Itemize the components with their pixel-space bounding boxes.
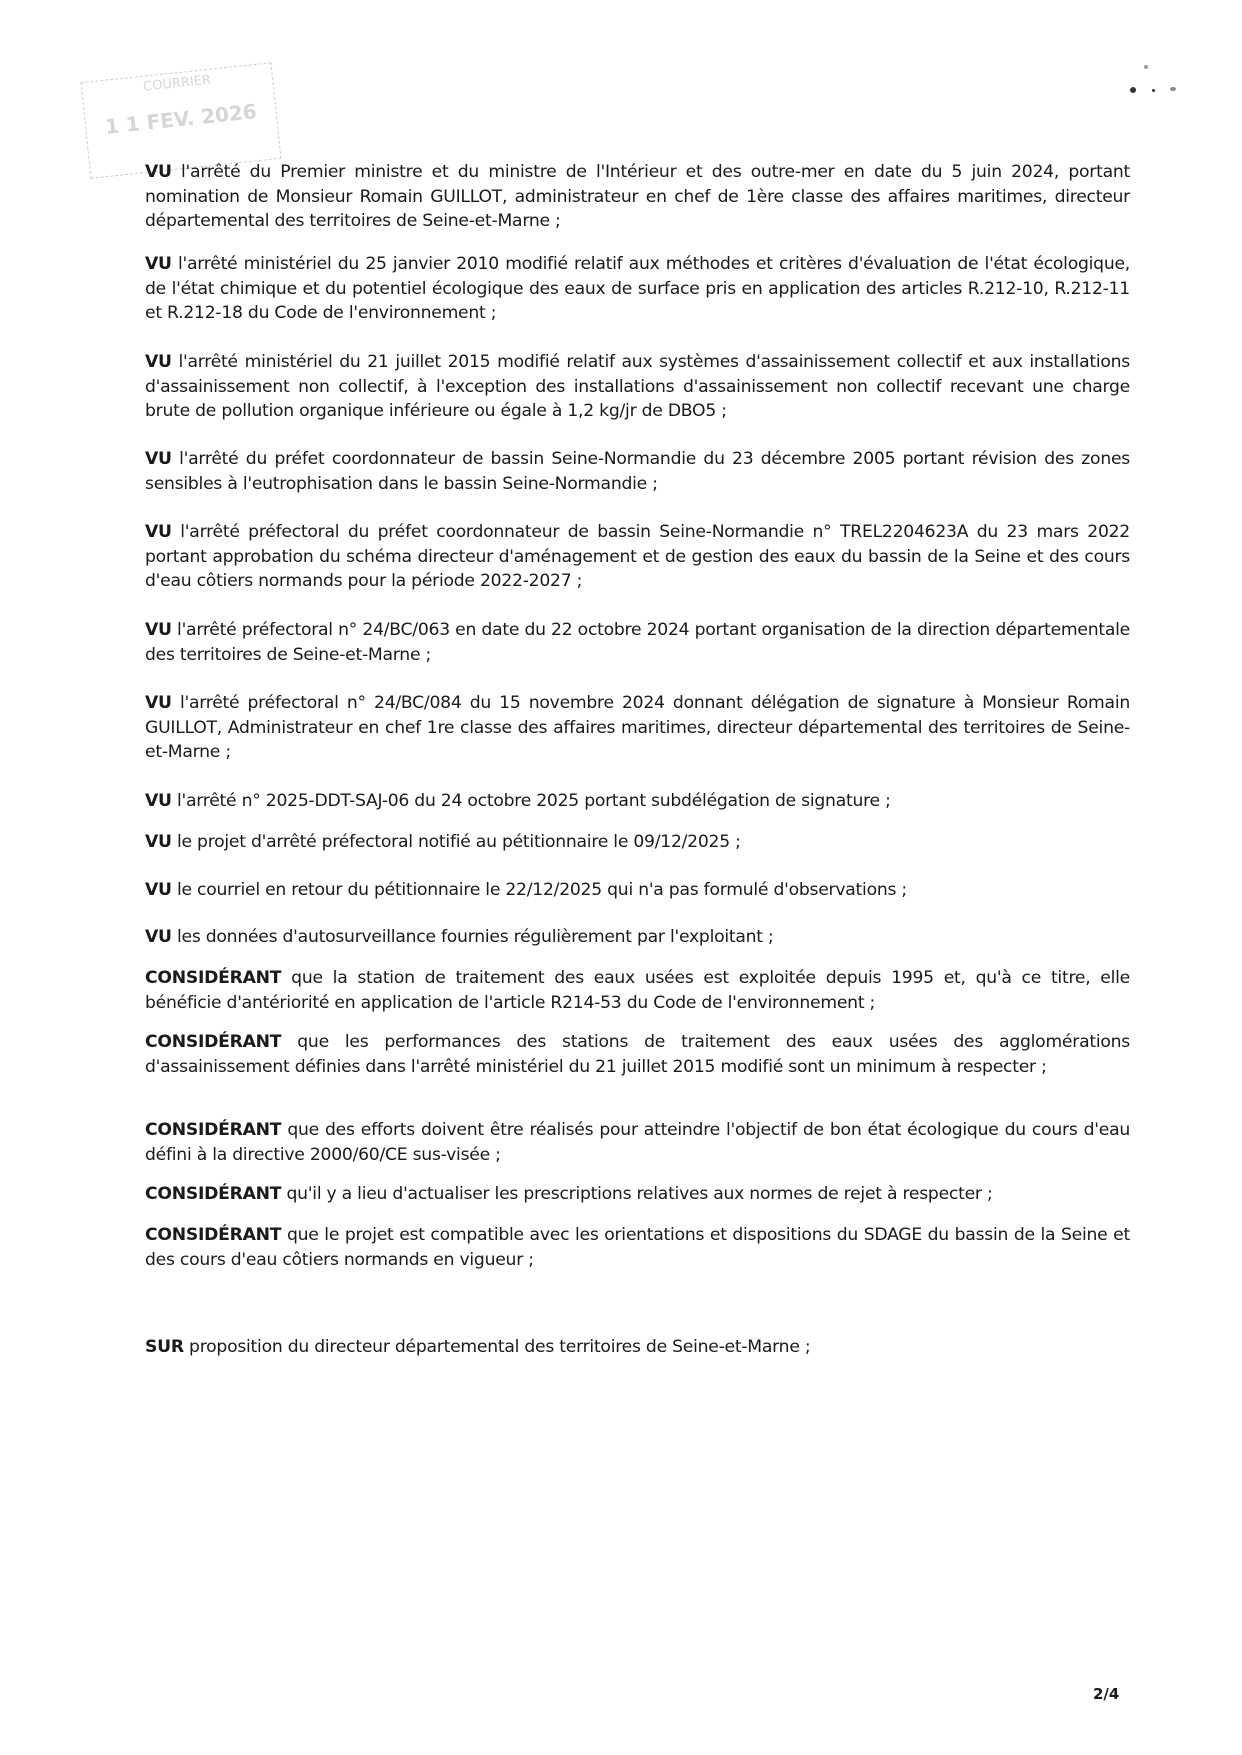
vu-paragraph: [145, 160, 1130, 234]
vu-paragraph: [145, 789, 1130, 814]
paragraph-text: le projet d'arrêté préfectoral notifié au pétitionnaire le 09/12/2025 ;: [171, 832, 741, 852]
paragraph-keyword: VU: [145, 449, 172, 469]
paragraph-text: l'arrêté préfectoral du préfet coordonnateur de bassin Seine-Normandie n° TREL2204623A du 23 mars 2022 portant approbation du schéma directeur d'aménagement et de gestion des eaux du bassin de la Seine et des cours d'eau côtiers normands pour la période 2022-2027 ;: [145, 522, 1130, 591]
considerant-paragraph: [145, 1223, 1130, 1272]
paragraph-keyword: VU: [145, 880, 172, 900]
scan-specks: [1130, 65, 1210, 105]
paragraph-keyword: VU: [145, 927, 172, 947]
considerant-paragraph: [145, 1030, 1130, 1079]
paragraph-text: les données d'autosurveillance fournies régulièrement par l'exploitant ;: [171, 927, 774, 947]
paragraph-text: l'arrêté n° 2025-DDT-SAJ-06 du 24 octobre 2025 portant subdélégation de signature ;: [171, 791, 891, 811]
paragraph-keyword: CONSIDÉRANT: [145, 968, 282, 988]
vu-paragraph: [145, 350, 1130, 424]
paragraph-keyword: CONSIDÉRANT: [145, 1032, 282, 1052]
paragraph-text: que la station de traitement des eaux usées est exploitée depuis 1995 et, qu'à ce titre, elle bénéficie d'antériorité en application de l'article R214-53 du Code de l'environnement ;: [145, 968, 1130, 1013]
considerant-paragraph: [145, 966, 1130, 1015]
paragraph-text: l'arrêté ministériel du 21 juillet 2015 modifié relatif aux systèmes d'assainissement collectif et aux installations d'assainissement non collectif, à l'exception des installations d'assainissement non collectif recevant une charge brute de pollution organique inférieure ou égale à 1,2 kg/jr de DBO5 ;: [145, 352, 1130, 421]
paragraph-keyword: CONSIDÉRANT: [145, 1184, 282, 1204]
considerant-paragraph: [145, 1182, 1130, 1207]
vu-paragraph: [145, 252, 1130, 326]
paragraph-keyword: SUR: [145, 1337, 184, 1357]
stamp-line-1: COURRIER: [142, 72, 212, 95]
paragraph-text: l'arrêté préfectoral n° 24/BC/084 du 15 novembre 2024 donnant délégation de signature à Monsieur Romain GUILLOT, Administrateur en chef 1re classe des affaires maritimes, directeur départemental des territoires de Seine-et-Marne ;: [145, 693, 1130, 762]
paragraph-keyword: VU: [145, 522, 172, 542]
paragraph-text: l'arrêté préfectoral n° 24/BC/063 en date du 22 octobre 2024 portant organisation de la direction départementale des territoires de Seine-et-Marne ;: [145, 620, 1130, 665]
vu-paragraph: [145, 520, 1130, 594]
paragraph-text: que les performances des stations de traitement des eaux usées des agglomérations d'assainissement définies dans l'arrêté ministériel du 21 juillet 2015 modifié sont un minimum à respecter ;: [145, 1032, 1130, 1077]
paragraph-text: qu'il y a lieu d'actualiser les prescriptions relatives aux normes de rejet à respecter ;: [281, 1184, 993, 1204]
vu-paragraph: [145, 618, 1130, 667]
paragraph-keyword: VU: [145, 693, 172, 713]
sur-paragraph: [145, 1335, 1130, 1360]
paragraph-keyword: VU: [145, 791, 172, 811]
stamp-line-2: 1 1 FEV. 2026: [103, 99, 258, 140]
paragraph-text: l'arrêté du préfet coordonnateur de bassin Seine-Normandie du 23 décembre 2005 portant révision des zones sensibles à l'eutrophisation dans le bassin Seine-Normandie ;: [145, 449, 1130, 494]
paragraph-keyword: VU: [145, 832, 172, 852]
paragraph-text: proposition du directeur départemental des territoires de Seine-et-Marne ;: [183, 1337, 811, 1357]
vu-paragraph: [145, 447, 1130, 496]
paragraph-keyword: VU: [145, 352, 172, 372]
paragraph-text: l'arrêté du Premier ministre et du ministre de l'Intérieur et des outre-mer en date du 5 juin 2024, portant nomination de Monsieur Romain GUILLOT, administrateur en chef de 1ère classe des affaires maritimes, directeur départemental des territoires de Seine-et-Marne ;: [145, 162, 1130, 231]
vu-paragraph: [145, 878, 1130, 903]
paragraph-keyword: CONSIDÉRANT: [145, 1120, 282, 1140]
vu-paragraph: [145, 925, 1130, 950]
vu-paragraph: [145, 830, 1130, 855]
paragraph-keyword: VU: [145, 254, 172, 274]
paragraph-text: que des efforts doivent être réalisés pour atteindre l'objectif de bon état écologique du cours d'eau défini à la directive 2000/60/CE sus-visée ;: [145, 1120, 1130, 1165]
considerant-paragraph: [145, 1118, 1130, 1167]
page-number: 2/4: [1093, 1685, 1120, 1703]
paragraph-keyword: VU: [145, 620, 172, 640]
paragraph-text: l'arrêté ministériel du 25 janvier 2010 modifié relatif aux méthodes et critères d'évaluation de l'état écologique, de l'état chimique et du potentiel écologique des eaux de surface pris en application des articles R.212-10, R.212-11 et R.212-18 du Code de l'environnement ;: [145, 254, 1130, 323]
paragraph-text: le courriel en retour du pétitionnaire le 22/12/2025 qui n'a pas formulé d'observations ;: [171, 880, 907, 900]
paragraph-text: que le projet est compatible avec les orientations et dispositions du SDAGE du bassin de la Seine et des cours d'eau côtiers normands en vigueur ;: [145, 1225, 1130, 1270]
document-body: [145, 160, 1130, 1357]
paragraph-keyword: CONSIDÉRANT: [145, 1225, 282, 1245]
vu-paragraph: [145, 691, 1130, 765]
paragraph-keyword: VU: [145, 162, 172, 182]
